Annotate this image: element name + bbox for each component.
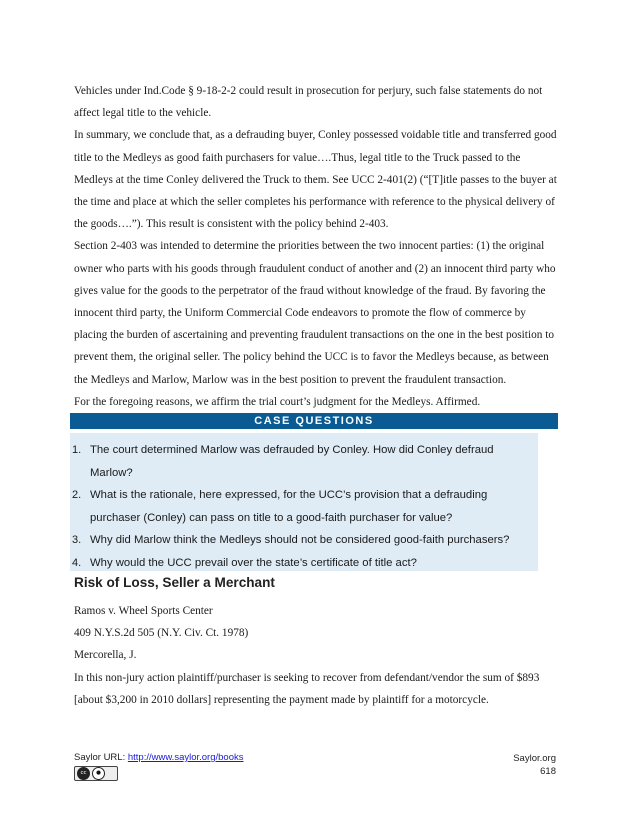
question-text: The court determined Marlow was defrauded by Conley. How did Conley defraud Marlow? (90, 444, 494, 479)
case-header (74, 600, 558, 711)
case-citation: 409 N.Y.S.2d 505 (N.Y. Civ. Ct. 1978) (74, 627, 249, 640)
opinion-text (74, 80, 558, 413)
page-number: 618 (540, 766, 556, 777)
list-item (70, 552, 528, 575)
paragraph: In this non-jury action plaintiff/purchaser is seeking to recover from defendant/vendor the sum of $893 [about $3,200 in 2010 dollars] representing the payment made by plaintiff for a motorcycle. (74, 671, 540, 706)
paragraph: In summary, we conclude that, as a defrauding buyer, Conley possessed voidable title and transferred good title to the Medleys as good faith purchasers for value….Thus, legal title to the Truck passed to the Medleys at the time Conley delivered the Truck to them. See UCC 2-401(2) (“[T]itle passes to the buyer at the time and place at which the seller completes his performance with reference to the physical delivery of the goods….”). This result is consistent with the policy behind 2-403. (74, 129, 557, 231)
paragraph: Vehicles under Ind.Code § 9-18-2-2 could result in prosecution for perjury, such false statements do not affect legal title to the vehicle. (74, 85, 543, 120)
paragraph: Section 2-403 was intended to determine the priorities between the two innocent parties: (1) the original owner who parts with his goods through fraudulent conduct of another and (2) an innocent third party who gives value for the goods to the perpetrator of the fraud without knowledge of the fraud. By favoring the innocent third party, the Uniform Commercial Code endeavors to promote the flow of commerce by placing the burden of ascertaining and preventing fraudulent transactions on the one in the best position to prevent them, the original seller. The policy behind the UCC is to favor the Medleys because, as between the Medleys and Marlow, Marlow was in the best position to prevent the fraudulent transaction. (74, 240, 556, 386)
list-number: 2. (72, 489, 82, 502)
creative-commons-by-icon (74, 766, 118, 781)
footer-page-info (513, 752, 556, 778)
source-label: Saylor URL: (74, 752, 128, 763)
case-questions-box (70, 433, 538, 571)
section-title: Risk of Loss, Seller a Merchant (74, 575, 275, 590)
list-number: 3. (72, 534, 82, 547)
question-text: Why did Marlow think the Medleys should not be considered good-faith purchasers? (90, 534, 510, 547)
site-name: Saylor.org (513, 753, 556, 764)
list-item (70, 439, 528, 484)
cc-icon: cc (77, 767, 90, 780)
by-icon: ● (92, 767, 105, 780)
footer-source (74, 752, 244, 763)
list-item (70, 484, 528, 529)
case-questions-list (70, 433, 538, 575)
question-text: What is the rationale, here expressed, for the UCC’s provision that a defrauding purchaser (Conley) can pass on title to a good-faith purchaser for value? (90, 489, 488, 524)
source-link[interactable]: http://www.saylor.org/books (127, 752, 244, 763)
list-number: 1. (72, 444, 82, 456)
judge-name: Mercorella, J. (74, 649, 137, 662)
case-name: Ramos v. Wheel Sports Center (74, 605, 213, 617)
question-text: Why would the UCC prevail over the state’s certificate of title act? (90, 556, 417, 569)
list-item (70, 529, 528, 552)
paragraph: For the foregoing reasons, we affirm the trial court’s judgment for the Medleys. Affirmed. (74, 395, 481, 408)
list-number: 4. (72, 556, 82, 569)
case-questions-heading: CASE QUESTIONS (70, 413, 558, 429)
